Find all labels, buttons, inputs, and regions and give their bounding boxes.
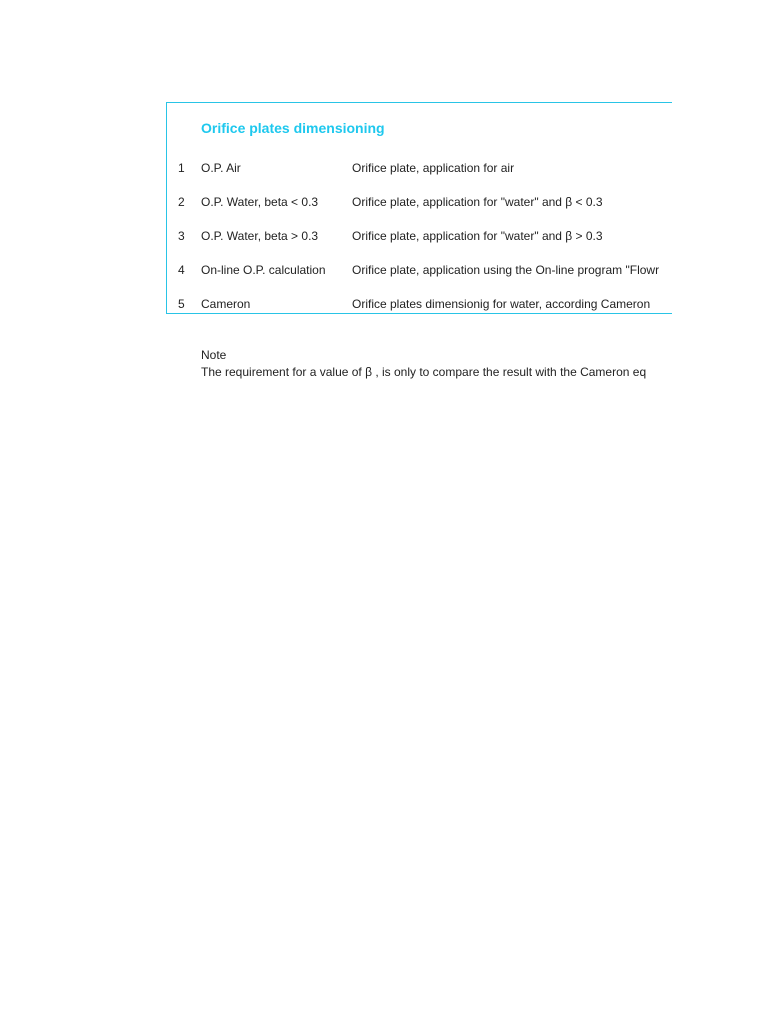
row-number: 2 [178, 195, 185, 209]
row-name: O.P. Air [201, 161, 241, 175]
row-description: Orifice plates dimensionig for water, according Cameron [352, 297, 651, 311]
row-name: On-line O.P. calculation [201, 263, 326, 277]
row-description: Orifice plate, application for air [352, 161, 515, 175]
row-name: O.P. Water, beta < 0.3 [201, 195, 319, 209]
note-text: The requirement for a value of β , is only to compare the result with the Cameron eq [201, 365, 647, 379]
row-name: O.P. Water, beta > 0.3 [201, 229, 319, 243]
row-name: Cameron [201, 297, 251, 311]
table-title: Orifice plates dimensioning [201, 120, 385, 136]
row-description: Orifice plate, application using the On-line program "Flowr [352, 263, 660, 277]
row-description: Orifice plate, application for "water" and β > 0.3 [352, 229, 603, 243]
note-label: Note [201, 348, 227, 362]
row-number: 1 [178, 161, 185, 175]
row-number: 4 [178, 263, 185, 277]
row-number: 5 [178, 297, 185, 311]
row-number: 3 [178, 229, 185, 243]
row-description: Orifice plate, application for "water" and β < 0.3 [352, 195, 603, 209]
